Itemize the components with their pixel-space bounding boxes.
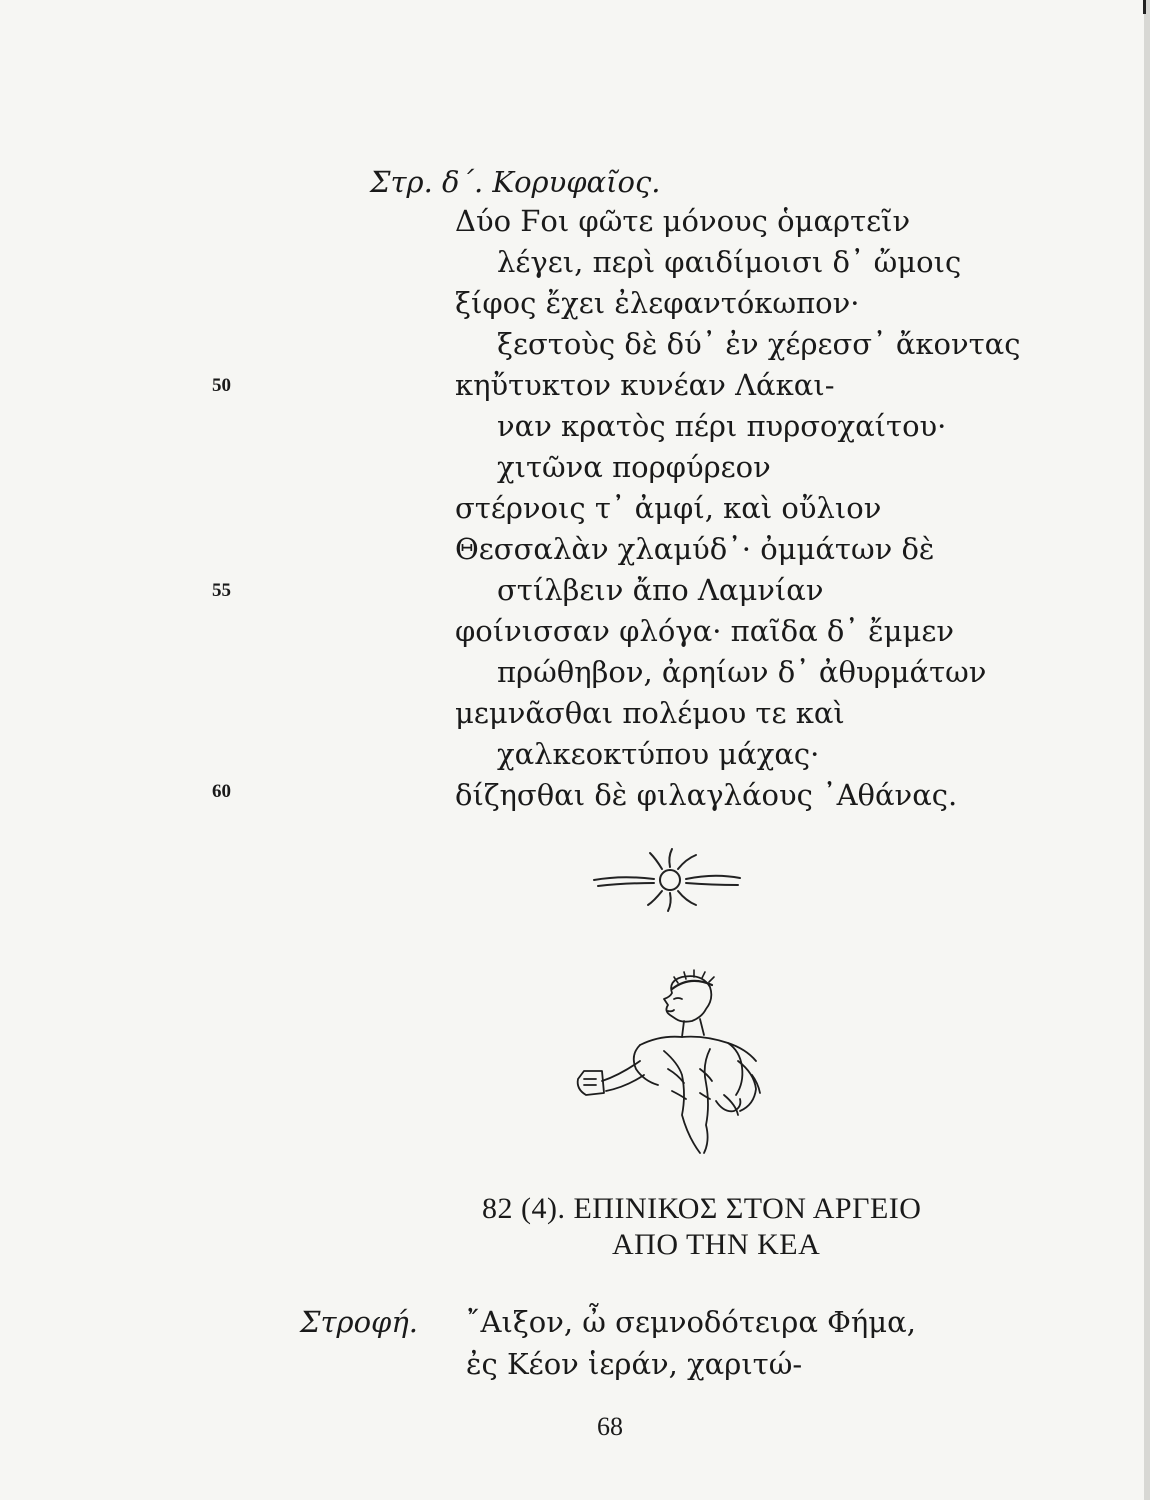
sun-ornament-icon (592, 845, 742, 919)
poem-line: χιτῶνα πορφύρεον (497, 450, 771, 484)
strophe-line: ῎Αιξον, ὦ σεμνοδότειρα Φήμα, (466, 1305, 916, 1339)
page-number: 68 (597, 1412, 623, 1441)
poem-line: κηὔτυκτον κυνέαν Λάκαι- (455, 368, 835, 402)
poem-line: δίζησθαι δὲ φιλαγλάους ᾿Αθάνας. (455, 778, 958, 812)
poem-line: ξίφος ἔχει ἐλεφαντόκωπον· (455, 286, 860, 320)
section-label: Στρ. δ΄. Κορυφαῖος. (370, 165, 661, 199)
poem-line: μεμνᾶσθαι πολέμου τε καὶ (455, 696, 845, 730)
strophe-line: ἐς Κέον ἱεράν, χαριτώ- (466, 1347, 803, 1381)
page-edge (1144, 0, 1150, 1500)
line-number: 60 (212, 781, 231, 802)
poem-line: ξεστοὺς δὲ δύ᾿ ἐν χέρεσσ᾿ ἄκοντας (497, 327, 1021, 361)
poem-line: στέρνοις τ᾿ ἀμφί, καὶ οὔλιον (455, 491, 882, 525)
poem-line: φοίνισσαν φλόγα· παῖδα δ᾿ ἔμμεν (455, 614, 955, 648)
ode-heading-line1: 82 (4). ΕΠΙΝΙΚΟΣ ΣΤΟΝ ΑΡΓΕΙΟ (482, 1192, 922, 1225)
page-edge-mark (1143, 0, 1146, 14)
line-number: 55 (212, 580, 231, 601)
strophe-label: Στροφή. (300, 1305, 418, 1339)
poem-line: στίλβειν ἄπο Λαμνίαν (497, 573, 824, 607)
poem-line: ναν κρατὸς πέρι πυρσοχαίτου· (497, 409, 947, 443)
poem-line: πρώθηβον, ἀρηίων δ᾿ ἀθυρμάτων (497, 655, 987, 689)
poem-line: χαλκεοκτύπου μάχας· (497, 737, 820, 771)
poem-line: Θεσσαλὰν χλαμύδ᾿· ὀμμάτων δὲ (455, 532, 935, 566)
ode-heading-line2: ΑΠΟ ΤΗΝ ΚΕΑ (612, 1228, 821, 1261)
poem-line: λέγει, περὶ φαιδίμοισι δ᾿ ὤμοις (497, 245, 962, 279)
line-number: 50 (212, 375, 231, 396)
poem-line: Δύο Ϝοι φῶτε μόνους ὁμαρτεῖν (455, 204, 911, 238)
laurel-crowned-youth-illustration (560, 965, 830, 1169)
